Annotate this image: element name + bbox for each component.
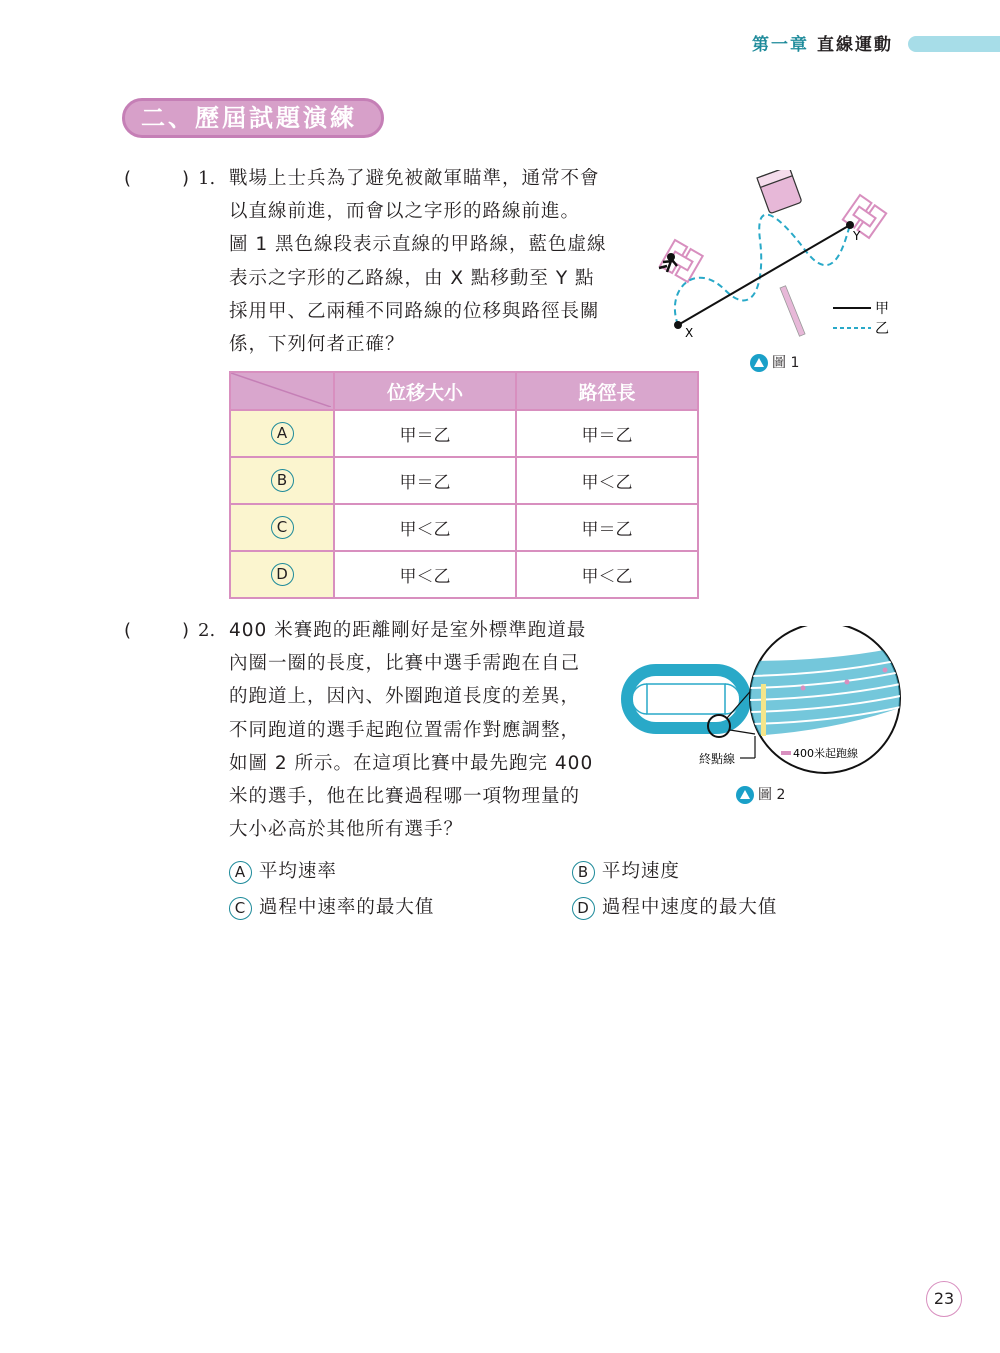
choice-c-marker: C	[229, 897, 252, 920]
q2-answer-paren-open: (	[124, 620, 132, 641]
chapter-number: 第一章	[752, 35, 809, 55]
point-x-marker	[674, 321, 682, 329]
table-row	[230, 551, 698, 598]
table-header-row	[230, 372, 698, 410]
table-cell: 甲＜乙	[516, 457, 698, 504]
choice-b-marker: B	[572, 861, 595, 884]
table-header-path: 路徑長	[516, 372, 698, 410]
table-cell: 甲＜乙	[334, 504, 516, 551]
q1-options-table	[229, 371, 699, 599]
choice-c-text: 過程中速率的最大值	[258, 897, 435, 918]
pencil-icon	[780, 286, 805, 336]
q1-line: 採用甲、乙兩種不同路線的位移與路徑長關	[229, 300, 600, 322]
table-cell: 甲＝乙	[516, 410, 698, 457]
choice-a-text: 平均速率	[258, 861, 337, 882]
q1-answer-paren-close: )	[182, 168, 190, 189]
table-row	[230, 504, 698, 551]
point-y-marker	[846, 221, 854, 229]
figure-1-path-diagram	[645, 170, 905, 345]
table-row	[230, 410, 698, 457]
toy-figure-right-icon	[843, 195, 886, 238]
start-line-legend-mark	[781, 751, 791, 755]
table-cell: 甲＝乙	[516, 504, 698, 551]
table-row	[230, 457, 698, 504]
path-a-straight-line	[678, 225, 850, 325]
q1-number: 1.	[198, 168, 216, 189]
option-b-cell[interactable]	[230, 457, 334, 504]
finish-line-mark	[761, 684, 766, 736]
q2-line: 400 米賽跑的距離剛好是室外標準跑道最	[229, 620, 587, 641]
eraser-icon	[757, 170, 802, 214]
header-decoration-bar	[908, 36, 1000, 52]
chapter-header	[752, 30, 893, 55]
q1-text	[229, 162, 629, 361]
table-cell: 甲＝乙	[334, 410, 516, 457]
table-cell: 甲＝乙	[334, 457, 516, 504]
q2-line: 米的選手，他在比賽過程哪一項物理量的	[229, 786, 581, 808]
option-c-cell[interactable]	[230, 504, 334, 551]
q2-line: 內圈一圈的長度，比賽中選手需跑在自己	[229, 653, 581, 675]
q2-text	[229, 614, 614, 846]
q1-line: 以直線前進，而會以之字形的路線前進。	[229, 201, 581, 223]
legend-a-label: 甲	[875, 301, 889, 317]
figure-1-caption	[750, 352, 799, 372]
figure-2-track-diagram	[615, 626, 910, 776]
page-number: 23	[926, 1281, 962, 1317]
option-d-marker: D	[271, 563, 294, 586]
choice-d-marker: D	[572, 897, 595, 920]
choice-b[interactable]	[572, 857, 680, 884]
choice-a[interactable]	[229, 857, 337, 884]
q1-line: 係，下列何者正確？	[229, 334, 405, 356]
choice-b-text: 平均速度	[601, 861, 680, 882]
option-d-cell[interactable]	[230, 551, 334, 598]
q1-line: 表示之字形的乙路線，由 X 點移動至 Y 點	[229, 267, 595, 289]
q2-number: 2.	[198, 620, 216, 641]
q2-line: 大小必高於其他所有選手？	[229, 819, 464, 841]
figure-2-caption	[736, 784, 785, 804]
section-title: 二、歷屆試題演練	[122, 98, 384, 138]
option-a-cell[interactable]	[230, 410, 334, 457]
point-y-label: Y	[853, 229, 861, 243]
point-x-label: X	[685, 326, 694, 340]
diagonal-line	[231, 373, 331, 407]
choice-d[interactable]	[572, 893, 777, 920]
triangle-icon	[750, 354, 768, 372]
table-header-displacement: 位移大小	[334, 372, 516, 410]
figure-2-label: 圖 2	[758, 787, 786, 803]
choice-a-marker: A	[229, 861, 252, 884]
option-b-marker: B	[271, 469, 294, 492]
option-a-marker: A	[271, 422, 294, 445]
track-field	[647, 684, 725, 714]
q1-line: 圖 1 黑色線段表示直線的甲路線，藍色虛線	[229, 234, 607, 256]
triangle-icon	[736, 786, 754, 804]
finish-line-label: 終點線	[699, 752, 736, 766]
figure-1-label: 圖 1	[772, 355, 800, 371]
q1-line: 戰場上士兵為了避免被敵軍瞄準，通常不會	[229, 168, 600, 189]
path-b-dashed-line	[675, 215, 850, 325]
chapter-title: 直線運動	[817, 35, 893, 55]
table-corner-cell	[230, 372, 334, 410]
choice-d-text: 過程中速度的最大值	[601, 897, 778, 918]
table-cell: 甲＜乙	[334, 551, 516, 598]
start-line-label: 400米起跑線	[793, 747, 858, 760]
legend-b-label: 乙	[875, 321, 889, 337]
q2-answer-paren-close: )	[182, 620, 190, 641]
q2-line: 的跑道上，因內、外圈跑道長度的差異，	[229, 686, 581, 708]
q1-answer-paren-open: (	[124, 168, 132, 189]
choice-c[interactable]	[229, 893, 434, 920]
q2-line: 如圖 2 所示。在這項比賽中最先跑完 400	[229, 752, 594, 774]
q2-line: 不同跑道的選手起跑位置需作對應調整，	[229, 719, 581, 741]
table-cell: 甲＜乙	[516, 551, 698, 598]
option-c-marker: C	[271, 516, 294, 539]
